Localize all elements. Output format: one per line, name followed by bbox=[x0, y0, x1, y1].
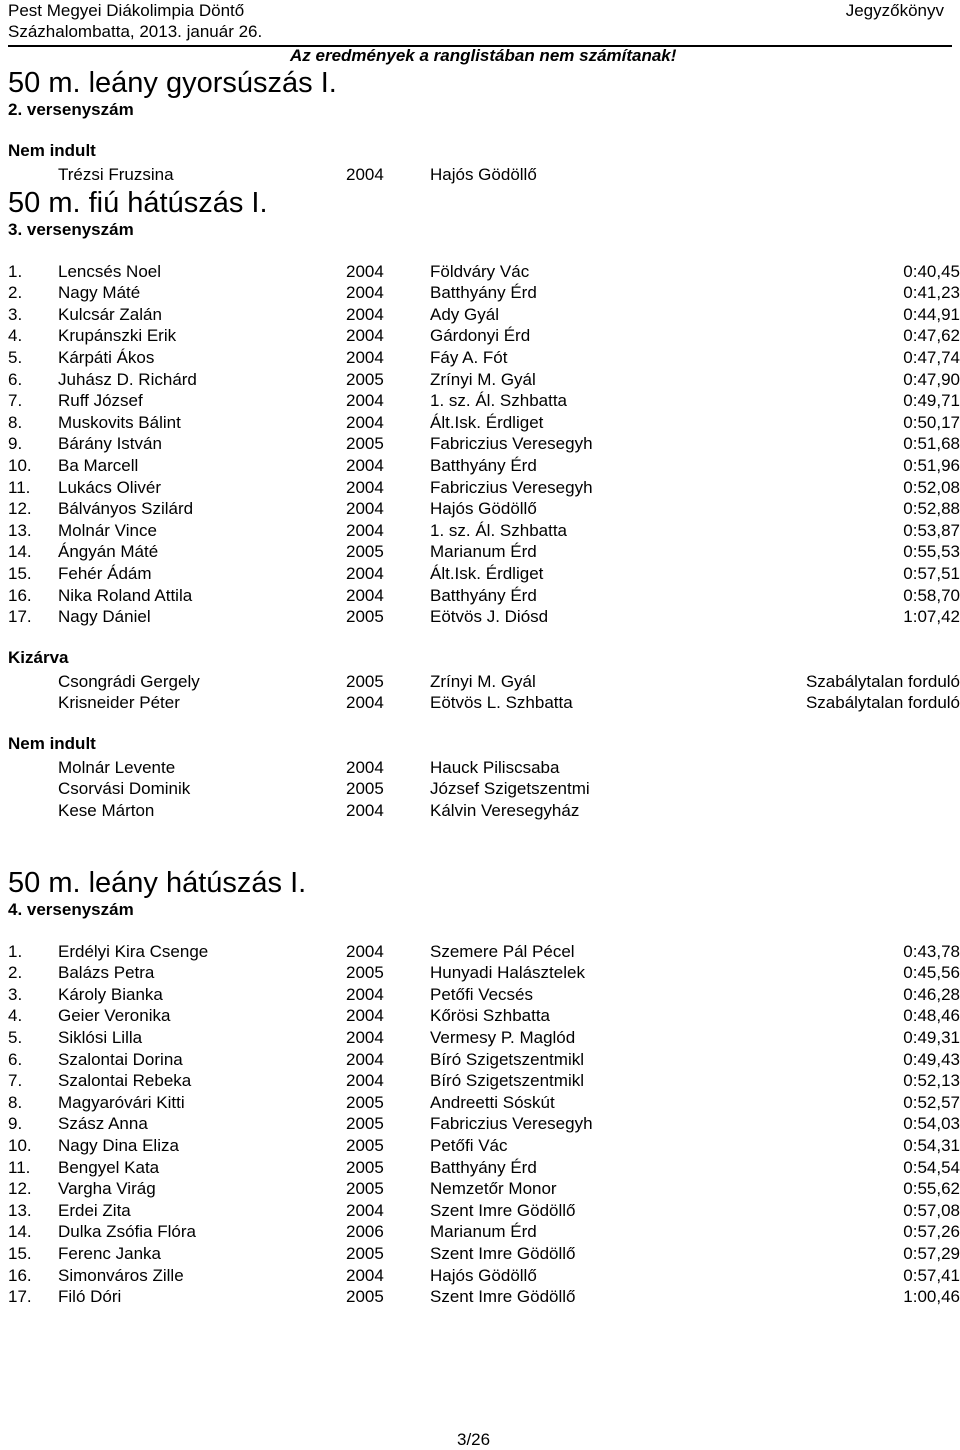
page-number: 3/26 bbox=[457, 1430, 491, 1449]
school-club: Ált.Isk. Érdliget bbox=[430, 563, 544, 583]
location-date: Százhalombatta, 2013. január 26. bbox=[8, 22, 263, 41]
result-time: 0:52,57 bbox=[903, 1092, 960, 1112]
school-club: Marianum Érd bbox=[430, 542, 537, 562]
school-club: Szemere Pál Pécel bbox=[430, 941, 575, 961]
result-place: 12. bbox=[8, 499, 32, 519]
result-row bbox=[8, 984, 960, 1006]
swimmer-name: Geier Veronika bbox=[58, 1006, 171, 1026]
status-note: Szabálytalan forduló bbox=[805, 671, 960, 691]
result-row bbox=[8, 347, 960, 369]
birth-year: 2004 bbox=[346, 563, 384, 583]
result-time: 0:43,78 bbox=[903, 941, 960, 961]
result-time: 0:46,28 bbox=[903, 984, 960, 1004]
birth-year: 2004 bbox=[346, 347, 384, 367]
result-time: 0:53,87 bbox=[903, 520, 960, 540]
swimmer-name: Vargha Virág bbox=[58, 1179, 156, 1199]
swimmer-name: Bálványos Szilárd bbox=[58, 499, 194, 519]
status-group bbox=[8, 648, 960, 714]
birth-year: 2005 bbox=[346, 542, 384, 562]
birth-year: 2004 bbox=[346, 304, 384, 324]
result-row bbox=[8, 541, 960, 563]
event-title: 50 m. leány hátúszás I. bbox=[8, 866, 307, 899]
swimmer-name: Trézsi Fruzsina bbox=[58, 165, 174, 184]
swimmer-name: Muskovits Bálint bbox=[58, 412, 181, 432]
result-row bbox=[8, 325, 960, 347]
school-club: Batthyány Érd bbox=[430, 455, 537, 475]
result-place: 17. bbox=[8, 607, 32, 627]
result-time: 0:55,53 bbox=[903, 542, 960, 562]
result-place: 4. bbox=[8, 1006, 23, 1026]
school-club: Petőfi Vecsés bbox=[430, 984, 534, 1004]
swimmer-name: Nagy Dániel bbox=[58, 607, 151, 627]
result-place: 15. bbox=[8, 1243, 32, 1263]
school-club: Eötvös L. Szhbatta bbox=[430, 693, 573, 713]
result-place: 5. bbox=[8, 347, 23, 367]
result-place: 10. bbox=[8, 455, 32, 475]
result-time: 1:00,46 bbox=[903, 1287, 960, 1307]
school-club: 1. sz. Ál. Szhbatta bbox=[430, 520, 568, 540]
status-group bbox=[8, 141, 960, 186]
result-time: 0:51,68 bbox=[903, 434, 960, 454]
result-time: 0:51,96 bbox=[903, 455, 960, 475]
birth-year: 2004 bbox=[346, 757, 384, 777]
swimmer-name: Simonváros Zille bbox=[58, 1265, 184, 1285]
swimmer-name: Lukács Olivér bbox=[58, 477, 161, 497]
result-time: 0:47,62 bbox=[903, 326, 960, 346]
spacer bbox=[8, 628, 960, 648]
swimmer-name: Nagy Máté bbox=[58, 283, 141, 303]
event-title: 50 m. leány gyorsúszás I. bbox=[8, 67, 337, 99]
birth-year: 2004 bbox=[346, 1265, 384, 1285]
results-content bbox=[8, 66, 960, 1328]
school-club: Kőrösi Szhbatta bbox=[430, 1006, 551, 1026]
result-place: 14. bbox=[8, 542, 32, 562]
birth-year: 2004 bbox=[346, 1028, 384, 1048]
birth-year: 2005 bbox=[346, 1114, 384, 1134]
swimmer-name: Magyaróvári Kitti bbox=[58, 1092, 185, 1112]
result-place: 1. bbox=[8, 941, 23, 961]
birth-year: 2004 bbox=[346, 283, 384, 303]
result-time: 0:57,26 bbox=[903, 1222, 960, 1242]
result-place: 2. bbox=[8, 283, 23, 303]
results-list bbox=[8, 941, 960, 1308]
result-row bbox=[8, 606, 960, 628]
birth-year: 2004 bbox=[346, 261, 384, 281]
result-row bbox=[8, 477, 960, 499]
birth-year: 2004 bbox=[346, 499, 384, 519]
result-row bbox=[8, 1092, 960, 1114]
school-club: Fabriczius Veresegyh bbox=[430, 477, 593, 497]
section-gap bbox=[8, 822, 960, 866]
birth-year: 2005 bbox=[346, 779, 384, 799]
result-place: 8. bbox=[8, 1092, 23, 1112]
result-row bbox=[8, 390, 960, 412]
swimmer-name: Ángyán Máté bbox=[58, 542, 159, 562]
result-time: 1:07,42 bbox=[903, 607, 960, 627]
school-club: Hauck Piliscsaba bbox=[430, 757, 560, 777]
result-time: 0:47,90 bbox=[903, 369, 960, 389]
birth-year: 2005 bbox=[346, 1243, 384, 1263]
swimmer-name: Ruff József bbox=[58, 391, 143, 411]
school-club: Fabriczius Veresegyh bbox=[430, 434, 593, 454]
birth-year: 2004 bbox=[346, 1200, 384, 1220]
school-club: Szent Imre Gödöllő bbox=[430, 1287, 576, 1307]
result-place: 13. bbox=[8, 1200, 32, 1220]
event-section bbox=[8, 186, 960, 822]
status-row bbox=[8, 164, 960, 186]
result-row bbox=[8, 1049, 960, 1071]
result-place: 11. bbox=[8, 1157, 31, 1177]
school-club: Bíró Szigetszentmikl bbox=[430, 1049, 584, 1069]
swimmer-name: Juhász D. Richárd bbox=[58, 369, 197, 389]
result-row bbox=[8, 1157, 960, 1179]
swimmer-name: Kese Márton bbox=[58, 801, 155, 821]
ranking-notice: Az eredmények a ranglistában nem számítanak! bbox=[290, 46, 677, 65]
swimmer-name: Lencsés Noel bbox=[58, 261, 162, 281]
school-club: Ált.Isk. Érdliget bbox=[430, 412, 544, 432]
result-place: 7. bbox=[8, 1071, 23, 1091]
birth-year: 2005 bbox=[346, 671, 384, 691]
result-row bbox=[8, 369, 960, 391]
result-time: 0:47,74 bbox=[903, 347, 960, 367]
result-time: 0:57,41 bbox=[903, 1265, 960, 1285]
swimmer-name: Károly Bianka bbox=[58, 984, 163, 1004]
result-place: 5. bbox=[8, 1028, 23, 1048]
school-club: Kálvin Veresegyház bbox=[430, 801, 580, 821]
school-club: Zrínyi M. Gyál bbox=[430, 671, 536, 691]
page-header bbox=[0, 0, 960, 65]
event-section bbox=[8, 866, 960, 1328]
result-place: 3. bbox=[8, 304, 23, 324]
birth-year: 2005 bbox=[346, 434, 384, 454]
result-time: 0:58,70 bbox=[903, 585, 960, 605]
status-row bbox=[8, 692, 960, 714]
school-club: Szent Imre Gödöllő bbox=[430, 1200, 576, 1220]
birth-year: 2004 bbox=[346, 520, 384, 540]
result-row bbox=[8, 1286, 960, 1308]
birth-year: 2005 bbox=[346, 1092, 384, 1112]
result-place: 9. bbox=[8, 1114, 23, 1134]
swimmer-name: Bárány István bbox=[58, 434, 162, 454]
school-club: Hunyadi Halásztelek bbox=[430, 963, 585, 983]
result-time: 0:45,56 bbox=[903, 963, 960, 983]
birth-year: 2004 bbox=[346, 693, 384, 713]
birth-year: 2004 bbox=[346, 984, 384, 1004]
result-place: 16. bbox=[8, 1265, 32, 1285]
result-row bbox=[8, 282, 960, 304]
birth-year: 2004 bbox=[346, 165, 384, 184]
birth-year: 2004 bbox=[346, 585, 384, 605]
result-place: 6. bbox=[8, 1049, 23, 1069]
school-club: Bíró Szigetszentmikl bbox=[430, 1071, 584, 1091]
swimmer-name: Krisneider Péter bbox=[58, 693, 180, 713]
result-row bbox=[8, 1135, 960, 1157]
result-time: 0:40,45 bbox=[903, 261, 960, 281]
result-time: 0:49,43 bbox=[903, 1049, 960, 1069]
result-place: 13. bbox=[8, 520, 32, 540]
result-row bbox=[8, 1243, 960, 1265]
result-place: 14. bbox=[8, 1222, 32, 1242]
result-row bbox=[8, 585, 960, 607]
result-place: 9. bbox=[8, 434, 23, 454]
result-row bbox=[8, 455, 960, 477]
event-section bbox=[8, 66, 960, 186]
result-place: 1. bbox=[8, 261, 23, 281]
result-place: 6. bbox=[8, 369, 23, 389]
birth-year: 2004 bbox=[346, 941, 384, 961]
spacer bbox=[8, 714, 960, 734]
birth-year: 2006 bbox=[346, 1222, 384, 1242]
result-row bbox=[8, 498, 960, 520]
status-note: Szabálytalan forduló bbox=[805, 693, 960, 713]
school-club: Andreetti Sóskút bbox=[430, 1092, 555, 1112]
result-row bbox=[8, 1027, 960, 1049]
swimmer-name: Erdei Zita bbox=[58, 1200, 131, 1220]
swimmer-name: Ferenc Janka bbox=[58, 1243, 161, 1263]
result-time: 0:50,17 bbox=[903, 412, 960, 432]
result-place: 17. bbox=[8, 1287, 32, 1307]
swimmer-name: Csorvási Dominik bbox=[58, 779, 191, 799]
result-time: 0:55,62 bbox=[903, 1179, 960, 1199]
swimmer-name: Dulka Zsófia Flóra bbox=[58, 1222, 196, 1242]
status-label: Kizárva bbox=[8, 647, 69, 667]
swimmer-name: Molnár Vince bbox=[58, 520, 157, 540]
page-footer bbox=[0, 1422, 960, 1449]
school-club: Petőfi Vác bbox=[430, 1136, 508, 1155]
swimmer-name: Csongrádi Gergely bbox=[58, 671, 200, 691]
status-label: Nem indult bbox=[8, 733, 96, 753]
swimmer-name: Balázs Petra bbox=[58, 963, 155, 983]
result-time: 0:52,08 bbox=[903, 477, 960, 497]
document-type: Jegyzőkönyv bbox=[845, 1, 944, 20]
result-time: 0:49,71 bbox=[903, 391, 960, 411]
swimmer-name: Erdélyi Kira Csenge bbox=[58, 941, 209, 961]
school-club: Földváry Vác bbox=[430, 261, 530, 281]
result-row bbox=[8, 1178, 960, 1200]
birth-year: 2004 bbox=[346, 391, 384, 411]
school-club: Batthyány Érd bbox=[430, 585, 537, 605]
swimmer-name: Bengyel Kata bbox=[58, 1157, 160, 1177]
birth-year: 2004 bbox=[346, 1006, 384, 1026]
birth-year: 2005 bbox=[346, 369, 384, 389]
status-label: Nem indult bbox=[8, 141, 96, 160]
result-time: 0:57,51 bbox=[903, 563, 960, 583]
result-place: 4. bbox=[8, 326, 23, 346]
status-group bbox=[8, 734, 960, 822]
status-row bbox=[8, 800, 960, 822]
result-place: 15. bbox=[8, 563, 32, 583]
birth-year: 2004 bbox=[346, 412, 384, 432]
event-number: 2. versenyszám bbox=[8, 100, 134, 119]
result-row bbox=[8, 520, 960, 542]
result-row bbox=[8, 412, 960, 434]
school-club: Fáy A. Fót bbox=[430, 347, 508, 367]
event-name: Pest Megyei Diákolimpia Döntő bbox=[8, 1, 245, 20]
status-row bbox=[8, 757, 960, 779]
school-club: Hajós Gödöllő bbox=[430, 1265, 537, 1285]
result-time: 0:44,91 bbox=[903, 304, 960, 324]
swimmer-name: Siklósi Lilla bbox=[58, 1028, 143, 1048]
birth-year: 2004 bbox=[346, 801, 384, 821]
school-club: Eötvös J. Diósd bbox=[430, 607, 549, 627]
birth-year: 2004 bbox=[346, 1071, 384, 1091]
school-club: Zrínyi M. Gyál bbox=[430, 369, 536, 389]
result-time: 0:54,31 bbox=[903, 1136, 960, 1155]
event-number: 3. versenyszám bbox=[8, 219, 134, 239]
school-club: Hajós Gödöllő bbox=[430, 499, 537, 519]
result-row bbox=[8, 1200, 960, 1222]
result-place: 8. bbox=[8, 412, 23, 432]
swimmer-name: Kárpáti Ákos bbox=[58, 347, 155, 367]
birth-year: 2004 bbox=[346, 1049, 384, 1069]
swimmer-name: Filó Dóri bbox=[58, 1287, 122, 1307]
result-row bbox=[8, 1221, 960, 1243]
school-club: Nemzetőr Monor bbox=[430, 1179, 557, 1199]
school-club: József Szigetszentmi bbox=[430, 779, 590, 799]
swimmer-name: Ba Marcell bbox=[58, 455, 139, 475]
result-place: 10. bbox=[8, 1136, 32, 1155]
result-row bbox=[8, 1113, 960, 1135]
school-club: Hajós Gödöllő bbox=[430, 165, 537, 184]
swimmer-name: Szász Anna bbox=[58, 1114, 148, 1134]
result-time: 0:52,88 bbox=[903, 499, 960, 519]
birth-year: 2005 bbox=[346, 1157, 384, 1177]
result-row bbox=[8, 304, 960, 326]
school-club: Marianum Érd bbox=[430, 1222, 537, 1242]
spacer bbox=[8, 1308, 960, 1328]
result-time: 0:54,54 bbox=[903, 1157, 960, 1177]
result-place: 12. bbox=[8, 1179, 32, 1199]
result-row bbox=[8, 563, 960, 585]
school-club: Gárdonyi Érd bbox=[430, 326, 531, 346]
school-club: Szent Imre Gödöllő bbox=[430, 1243, 576, 1263]
event-number: 4. versenyszám bbox=[8, 899, 134, 919]
result-time: 0:52,13 bbox=[903, 1071, 960, 1091]
school-club: Vermesy P. Maglód bbox=[430, 1028, 576, 1048]
birth-year: 2005 bbox=[346, 607, 384, 627]
swimmer-name: Szalontai Rebeka bbox=[58, 1071, 192, 1091]
result-place: 16. bbox=[8, 585, 32, 605]
swimmer-name: Szalontai Dorina bbox=[58, 1049, 183, 1069]
swimmer-name: Nagy Dina Eliza bbox=[58, 1136, 179, 1155]
school-club: Fabriczius Veresegyh bbox=[430, 1114, 593, 1134]
birth-year: 2005 bbox=[346, 1179, 384, 1199]
birth-year: 2005 bbox=[346, 1136, 384, 1155]
result-place: 2. bbox=[8, 963, 23, 983]
results-list bbox=[8, 261, 960, 628]
swimmer-name: Krupánszki Erik bbox=[58, 326, 177, 346]
birth-year: 2004 bbox=[346, 455, 384, 475]
status-row bbox=[8, 671, 960, 693]
result-row bbox=[8, 962, 960, 984]
school-club: 1. sz. Ál. Szhbatta bbox=[430, 391, 568, 411]
swimmer-name: Fehér Ádám bbox=[58, 563, 152, 583]
result-row bbox=[8, 433, 960, 455]
result-row bbox=[8, 1070, 960, 1092]
result-time: 0:41,23 bbox=[903, 283, 960, 303]
swimmer-name: Kulcsár Zalán bbox=[58, 304, 162, 324]
result-time: 0:54,03 bbox=[903, 1114, 960, 1134]
result-place: 7. bbox=[8, 391, 23, 411]
birth-year: 2005 bbox=[346, 963, 384, 983]
result-time: 0:57,29 bbox=[903, 1243, 960, 1263]
status-row bbox=[8, 778, 960, 800]
result-time: 0:57,08 bbox=[903, 1200, 960, 1220]
event-title: 50 m. fiú hátúszás I. bbox=[8, 186, 268, 219]
school-club: Batthyány Érd bbox=[430, 283, 537, 303]
result-place: 3. bbox=[8, 984, 23, 1004]
birth-year: 2004 bbox=[346, 326, 384, 346]
result-place: 11. bbox=[8, 477, 31, 497]
result-row bbox=[8, 261, 960, 283]
swimmer-name: Nika Roland Attila bbox=[58, 585, 193, 605]
result-time: 0:49,31 bbox=[903, 1028, 960, 1048]
result-row bbox=[8, 941, 960, 963]
school-club: Batthyány Érd bbox=[430, 1157, 537, 1177]
birth-year: 2005 bbox=[346, 1287, 384, 1307]
birth-year: 2004 bbox=[346, 477, 384, 497]
swimmer-name: Molnár Levente bbox=[58, 757, 176, 777]
result-time: 0:48,46 bbox=[903, 1006, 960, 1026]
result-row bbox=[8, 1265, 960, 1287]
result-row bbox=[8, 1005, 960, 1027]
school-club: Ady Gyál bbox=[430, 304, 499, 324]
